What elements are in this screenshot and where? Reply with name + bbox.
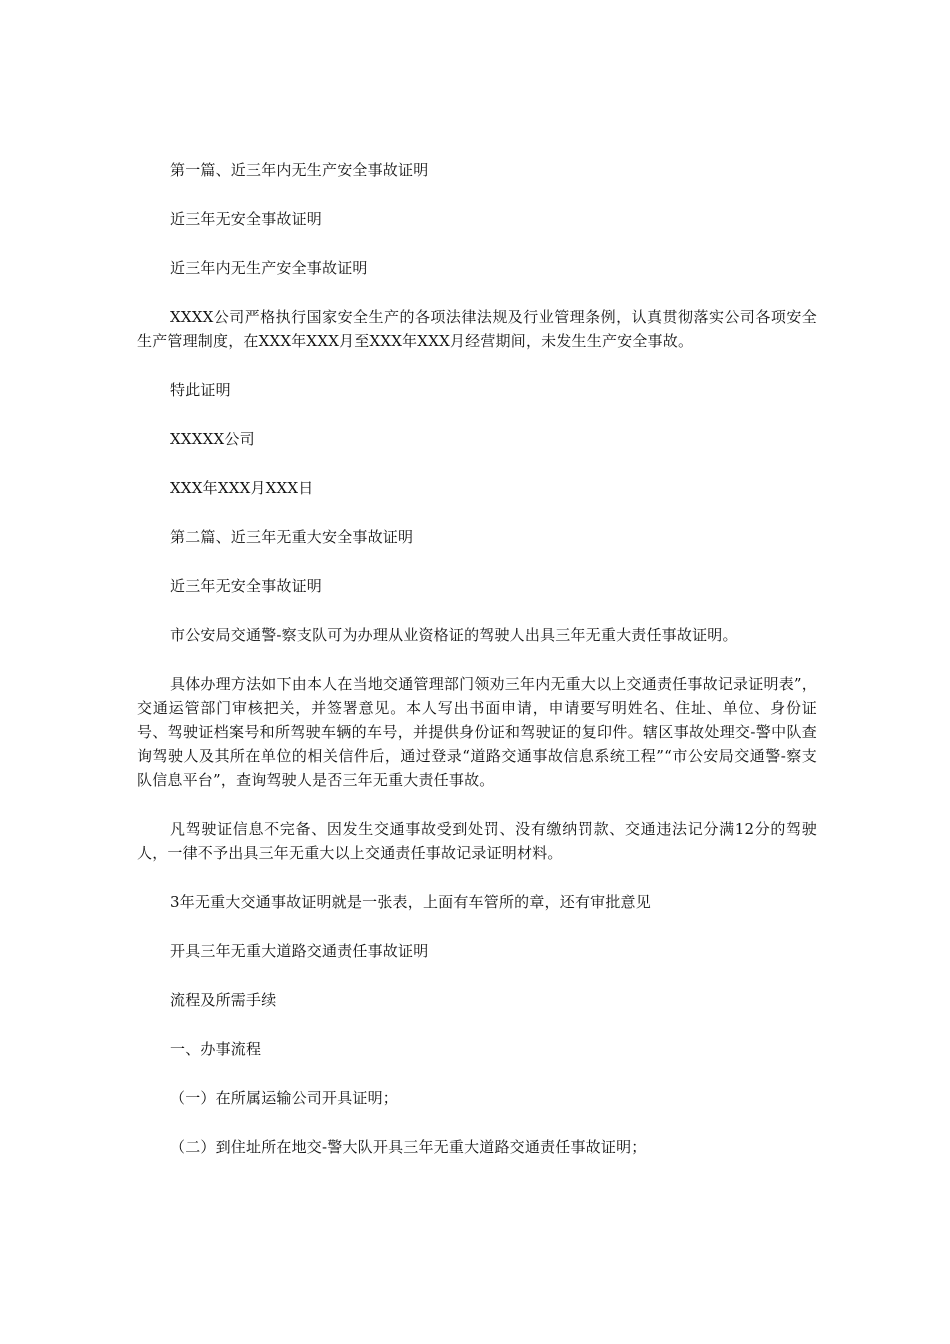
body-paragraph: 具体办理方法如下由本人在当地交通管理部门领劝三年内无重大以上交通责任事故记录证明表”，交通运管部门审核把关，并签署意见。本人写出书面申请，申请要写明姓名、住址、单位、身份证号、驾驶证档案号和所驾驶车辆的车号，并提供身份证和驾驶证的复印件。辖区事故处理交-警中队查询驾驶人及其所在单位的相关信件后，通过登录“道路交通事故信息系统工程”“市公安局交通警-察支队信息平台”，查询驾驶人是否三年无重大责任事故。 — [137, 675, 817, 789]
body-paragraph: 凡驾驶证信息不完备、因发生交通事故受到处罚、没有缴纳罚款、交通违法记分满12分的驾驶人，一律不予出具三年无重大以上交通责任事故记录证明材料。 — [137, 820, 817, 862]
subtitle: 近三年无安全事故证明 — [170, 210, 323, 228]
section-title-1: 第一篇、近三年内无生产安全事故证明 — [170, 161, 429, 179]
body-paragraph: XXXX公司严格执行国家安全生产的各项法律法规及行业管理条例，认真贯彻落实公司各项安全生产管理制度，在XXX年XXX月至XXX年XXX月经营期间，未发生生产安全事故。 — [137, 308, 817, 350]
subtitle: 流程及所需手续 — [170, 991, 277, 1009]
body-paragraph: 市公安局交通警-察支队可为办理从业资格证的驾驶人出具三年无重大责任事故证明。 — [170, 626, 738, 644]
list-heading: 一、办事流程 — [170, 1040, 262, 1058]
subtitle: 开具三年无重大道路交通责任事故证明 — [170, 942, 429, 960]
company-signature: XXXXX公司 — [170, 430, 255, 448]
date-line: XXX年XXX月XXX日 — [170, 479, 314, 497]
body-paragraph: 3年无重大交通事故证明就是一张表，上面有车管所的章，还有审批意见 — [170, 893, 651, 911]
subtitle: 近三年内无生产安全事故证明 — [170, 259, 368, 277]
certification-statement: 特此证明 — [170, 381, 231, 399]
list-item: （一）在所属运输公司开具证明； — [170, 1089, 399, 1107]
document-body — [137, 158, 817, 1184]
list-item: （二）到住址所在地交-警大队开具三年无重大道路交通责任事故证明； — [170, 1138, 647, 1156]
section-title-2: 第二篇、近三年无重大安全事故证明 — [170, 528, 414, 546]
subtitle: 近三年无安全事故证明 — [170, 577, 323, 595]
